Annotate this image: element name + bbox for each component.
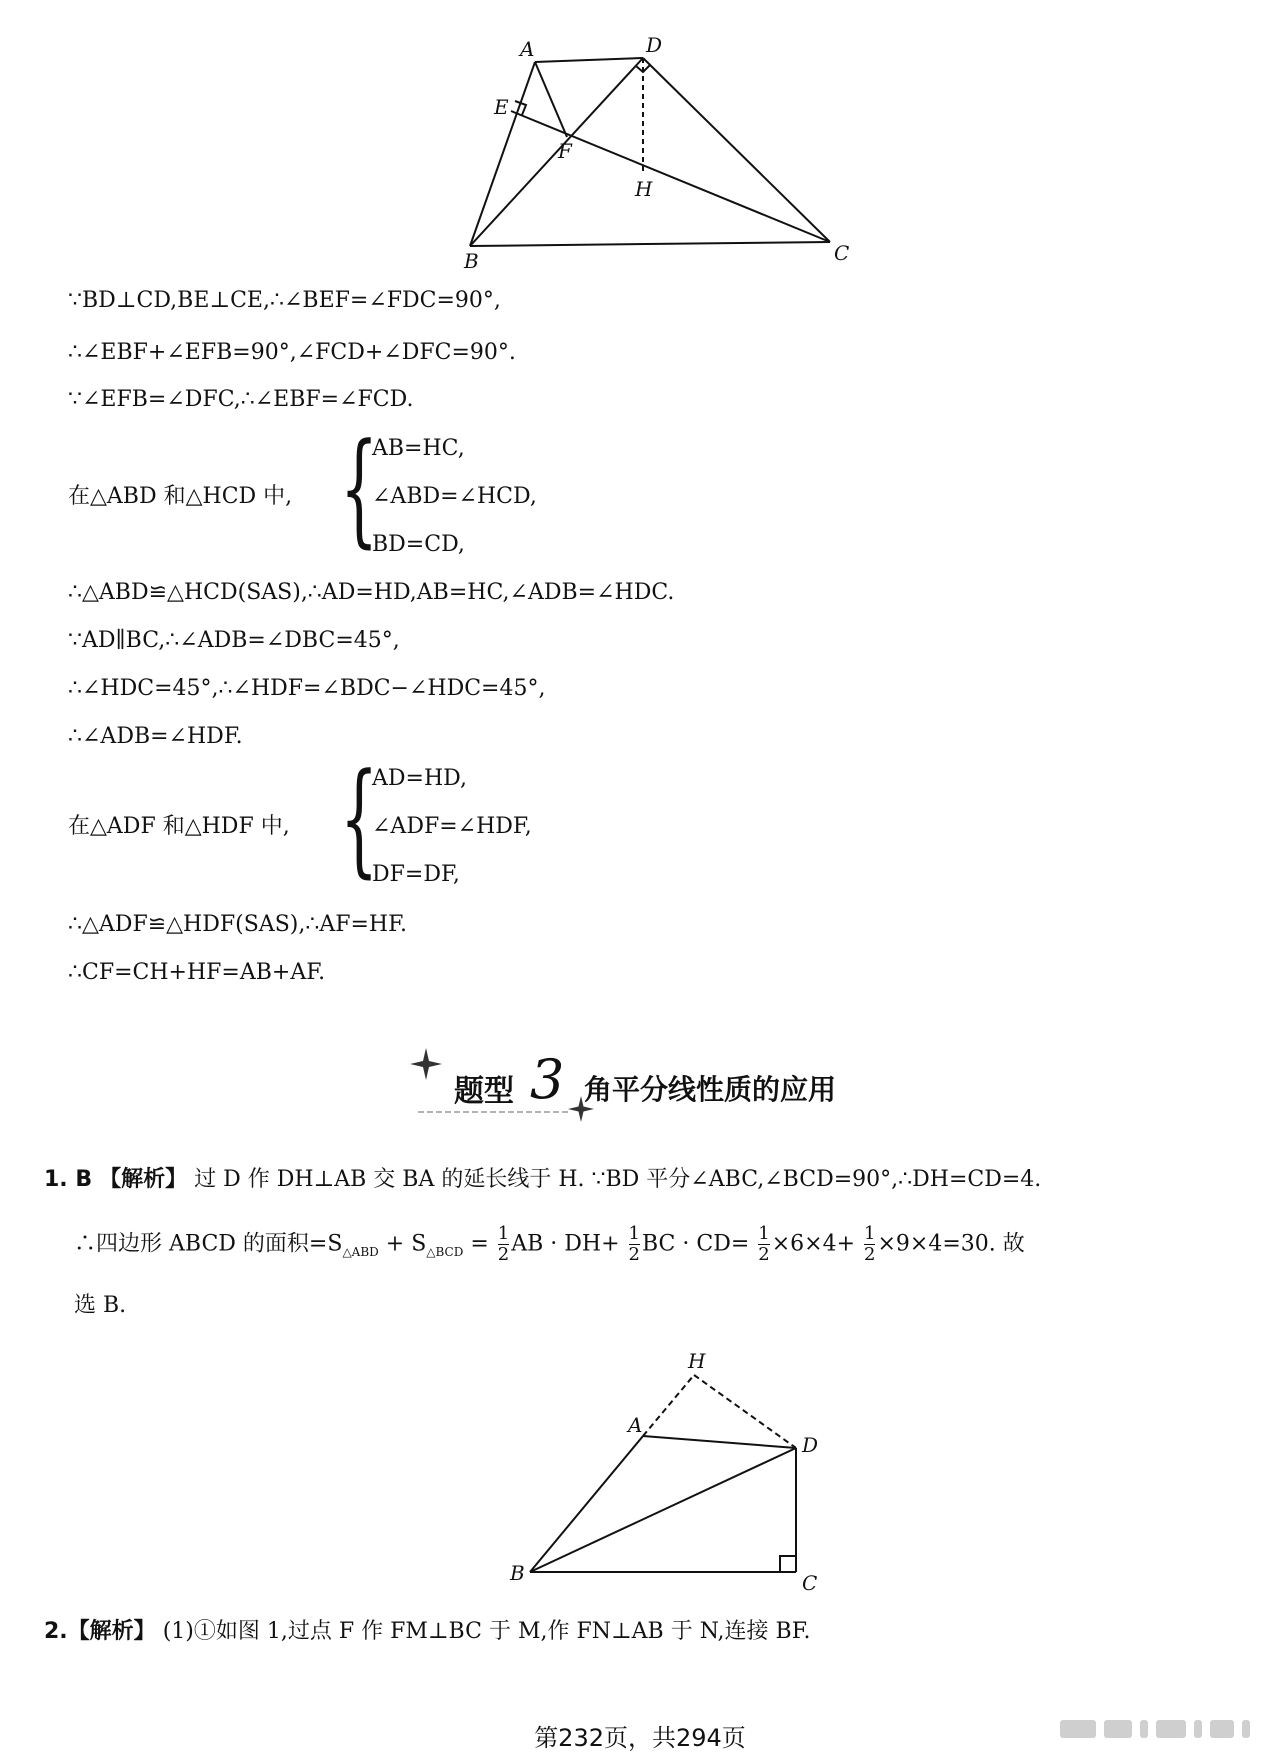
q2-text: (1)①如图 1,过点 F 作 FM⊥BC 于 M,作 FN⊥AB 于 N,连接 BF. [162, 1619, 811, 1644]
fraction-4: $\frac{1}{2}$ [864, 1223, 876, 1265]
segment-EC [511, 111, 830, 242]
q2-number: 2. [44, 1619, 68, 1644]
fig2-label-B: B [510, 1561, 525, 1585]
sparkle-left-icon [408, 1046, 444, 1082]
label-E: E [494, 95, 509, 119]
fig2-label-D: D [802, 1433, 819, 1457]
figure-2-geometry [500, 1332, 840, 1602]
fig2-label-H: H [688, 1349, 706, 1373]
q1-number: 1. B [44, 1167, 93, 1192]
system-2-eq-2: ∠ADF=∠HDF, [372, 814, 532, 839]
fraction-2: $\frac{1}{2}$ [628, 1223, 640, 1265]
proof-line-4: ∴△ABD≌△HCD(SAS),∴AD=HD,AB=HC,∠ADB=∠HDC. [68, 580, 675, 605]
system-2-eq-1: AD=HD, [372, 766, 467, 791]
system-1-prefix: 在△ABD 和△HCD 中, [68, 484, 293, 509]
segment-BC [470, 242, 830, 246]
q1-tag: 【解析】 [99, 1167, 188, 1192]
segment-BD [470, 58, 643, 246]
system-2-eq-3: DF=DF, [372, 862, 460, 887]
section-number: 3 [530, 1048, 565, 1111]
label-H: H [635, 177, 653, 201]
label-B: B [464, 249, 479, 270]
system-2-prefix: 在△ADF 和△HDF 中, [68, 814, 290, 839]
fig2-label-C: C [802, 1571, 818, 1595]
fig2-label-A: A [628, 1413, 643, 1437]
segment-BD [530, 1448, 796, 1572]
fraction-3: $\frac{1}{2}$ [758, 1223, 770, 1265]
section-heading [418, 1048, 938, 1116]
label-F: F [558, 139, 572, 163]
q2-tag: 【解析】 [67, 1619, 156, 1644]
proof-line-1: ∵BD⊥CD,BE⊥CE,∴∠BEF=∠FDC=90°, [68, 288, 501, 313]
q1-sub-abd: △ABD [342, 1244, 379, 1259]
q1-line-1 [44, 1164, 1041, 1196]
sparkle-right-icon [566, 1094, 596, 1124]
system-1-brace: { [340, 417, 379, 562]
proof-line-5: ∵AD∥BC,∴∠ADB=∠DBC=45°, [68, 628, 400, 653]
proof-line-2: ∴∠EBF+∠EFB=90°,∠FCD+∠DFC=90°. [68, 340, 516, 365]
q1-line-2 [74, 1224, 1025, 1268]
q1-sub-bcd: △BCD [426, 1244, 464, 1259]
q1-text-1: 过 D 作 DH⊥AB 交 BA 的延长线于 H. ∵BD 平分∠ABC,∠BCD=90°,∴DH=CD=4. [194, 1167, 1042, 1192]
q2-line-1 [44, 1616, 811, 1648]
segment-AB [470, 62, 535, 246]
system-1-eq-1: AB=HC, [372, 436, 465, 461]
proof-line-3: ∵∠EFB=∠DFC,∴∠EBF=∠FCD. [68, 387, 414, 412]
q1-term-1: AB · DH+ [511, 1231, 620, 1257]
system-2-brace: { [340, 747, 379, 892]
fraction-1: $\frac{1}{2}$ [497, 1223, 510, 1265]
segment-AD [535, 58, 643, 62]
segment-AH [643, 1375, 694, 1436]
system-1-eq-3: BD=CD, [372, 532, 465, 557]
proof-line-8: ∴△ADF≌△HDF(SAS),∴AF=HF. [68, 912, 407, 937]
watermark-bars [1060, 1718, 1256, 1740]
q1-term-4: ×9×4=30. 故 [877, 1231, 1025, 1257]
q1-term-2: BC · CD= [641, 1231, 750, 1257]
figure-1-geometry [440, 34, 880, 270]
system-1-eq-2: ∠ABD=∠HCD, [372, 484, 537, 509]
q1-area-lead: ∴四边形 ABCD 的面积=S [74, 1231, 343, 1257]
label-A: A [520, 37, 535, 61]
segment-HD [694, 1375, 796, 1448]
q1-eq: = [463, 1231, 496, 1257]
q1-line-3: 选 B. [74, 1293, 127, 1318]
segment-AF [535, 62, 567, 137]
proof-line-7: ∴∠ADB=∠HDF. [68, 724, 243, 749]
page-footer: 第232页，共294页 [534, 1724, 746, 1752]
section-prefix: 题型 [454, 1074, 514, 1109]
label-C: C [834, 241, 850, 265]
proof-line-6: ∴∠HDC=45°,∴∠HDF=∠BDC−∠HDC=45°, [68, 676, 546, 701]
q1-plus: + S [378, 1231, 427, 1257]
proof-line-9: ∴CF=CH+HF=AB+AF. [68, 960, 326, 985]
segment-AD [643, 1436, 796, 1448]
right-angle-C [780, 1556, 796, 1572]
q1-term-3: ×6×4+ [771, 1231, 856, 1257]
segment-DC [643, 58, 830, 242]
label-D: D [646, 34, 663, 57]
segment-BA [530, 1436, 643, 1572]
section-title: 角平分线性质的应用 [584, 1073, 837, 1106]
